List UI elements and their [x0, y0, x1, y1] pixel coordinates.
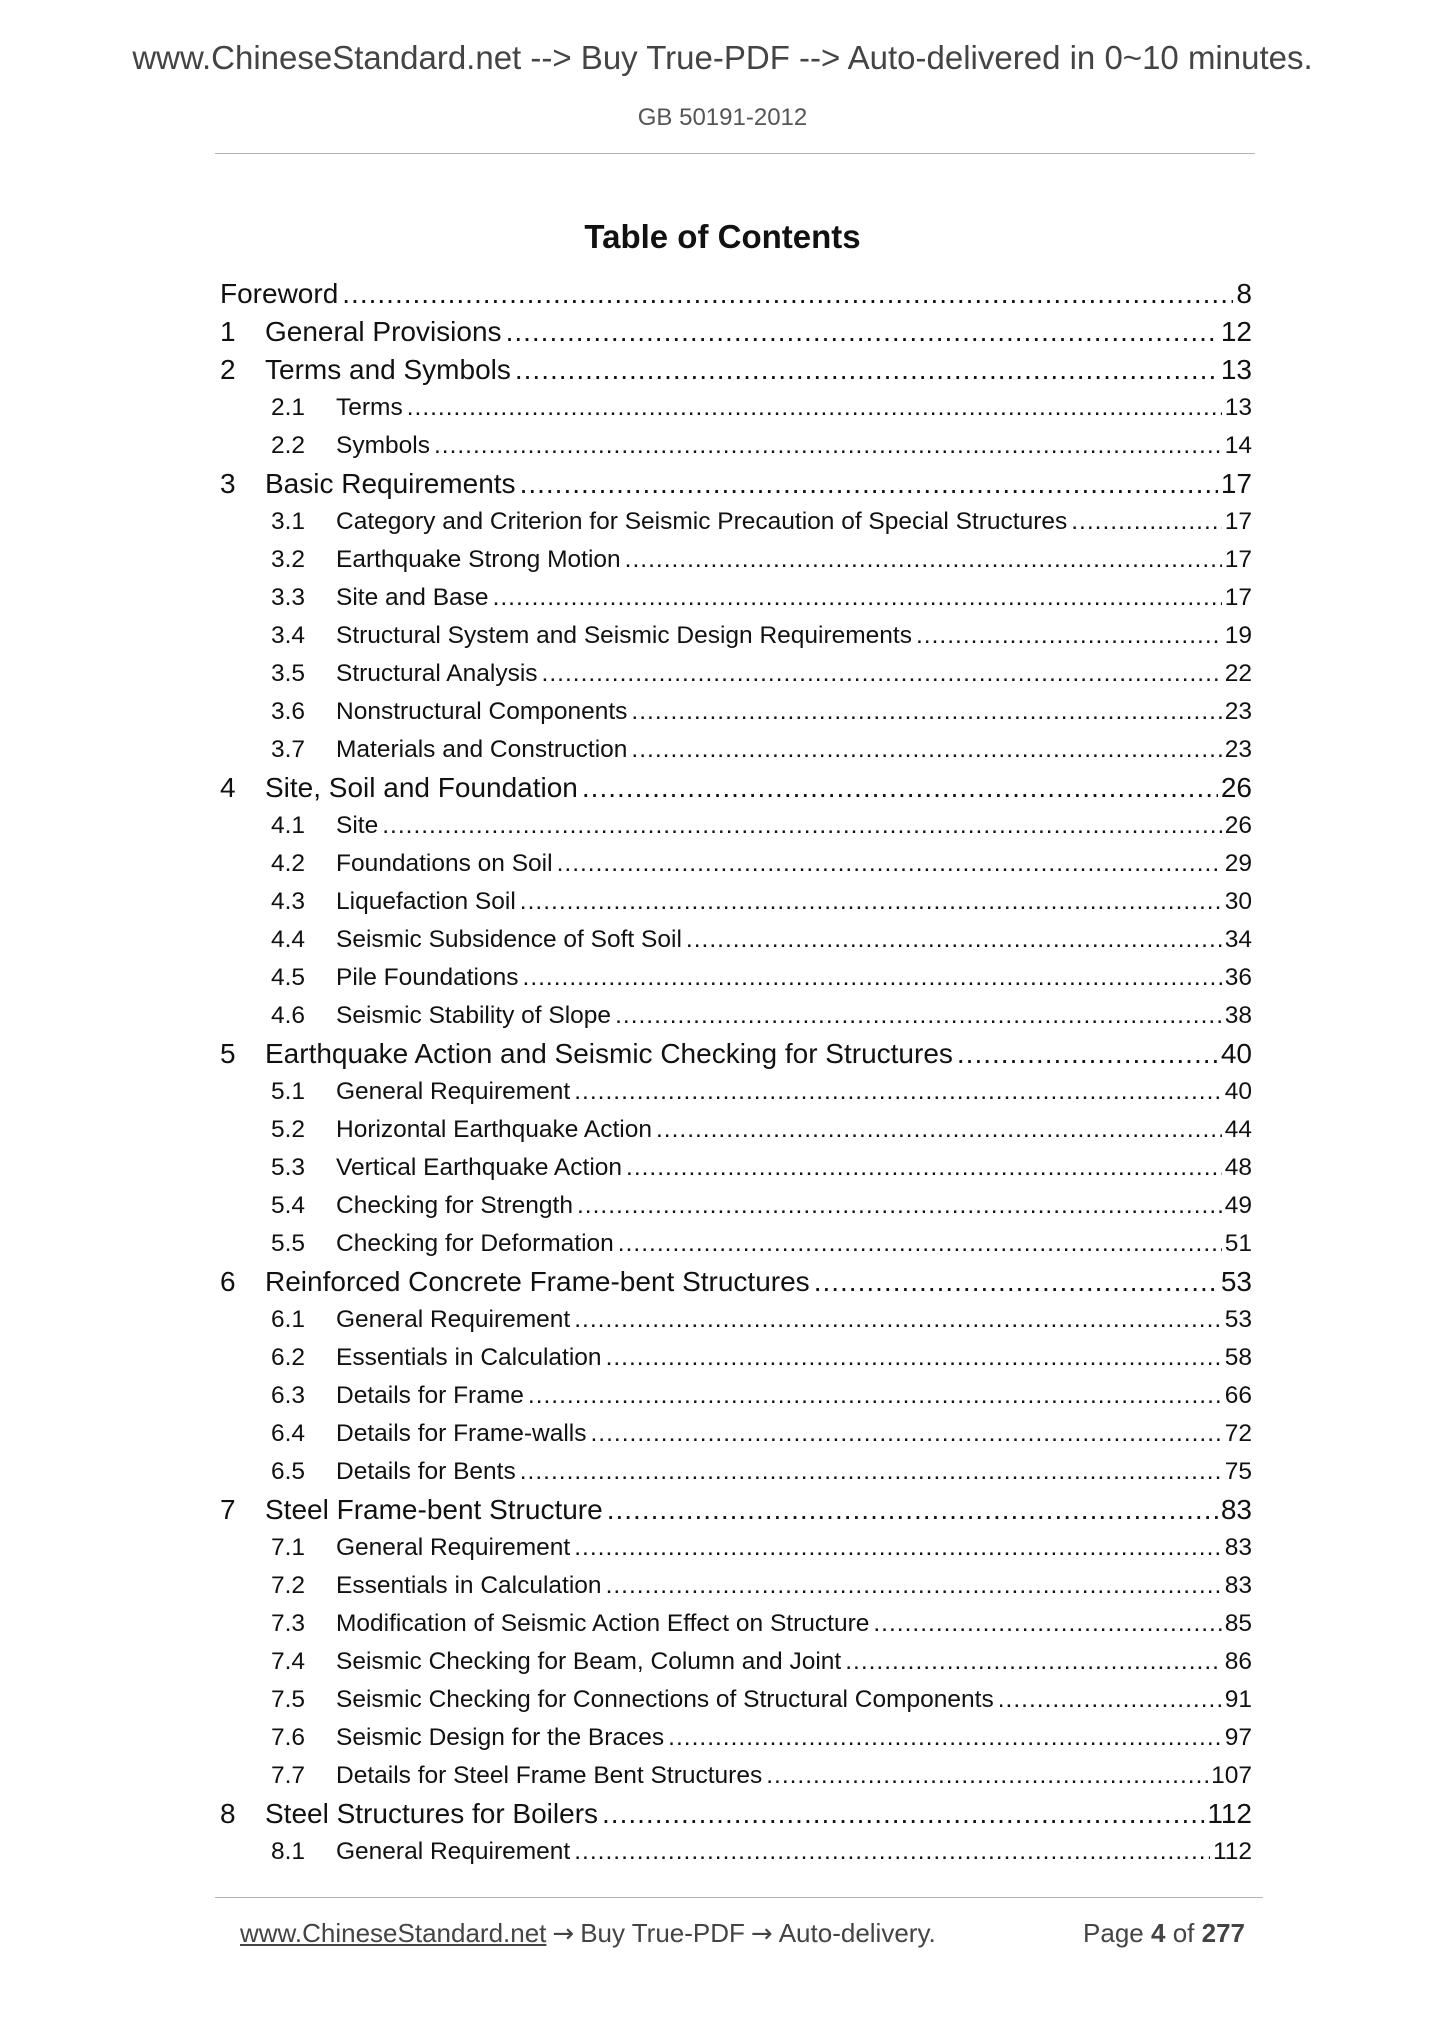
toc-entry-page: 48 — [1224, 1154, 1252, 1181]
toc-entry-number: 3.5 — [271, 660, 306, 687]
toc-entry-page: 75 — [1224, 1458, 1252, 1485]
toc-entry-number: 7.7 — [271, 1762, 306, 1789]
footer-buy-text: Buy True-PDF — [580, 1918, 745, 1948]
toc-entry-title: General Requirement — [336, 1078, 571, 1105]
toc-entry-title: Symbols — [336, 432, 430, 459]
toc-entry-number: 8.1 — [271, 1838, 306, 1865]
dot-leader — [606, 1567, 1222, 1605]
toc-chapter-entry[interactable] — [220, 275, 1252, 313]
toc-section-entry[interactable] — [220, 1301, 1252, 1339]
toc-chapter-entry[interactable] — [220, 1263, 1252, 1301]
toc-section-entry[interactable] — [220, 959, 1252, 997]
right-arrow-icon: → — [750, 1919, 773, 1949]
toc-entry-number: 5.3 — [271, 1154, 306, 1181]
toc-section-entry[interactable] — [220, 1187, 1252, 1225]
toc-entry-page: 85 — [1224, 1610, 1252, 1637]
dot-leader — [1071, 503, 1221, 541]
toc-section-entry[interactable] — [220, 883, 1252, 921]
toc-entry-title: Foundations on Soil — [336, 850, 553, 877]
toc-entry-page: 8 — [1236, 278, 1252, 309]
toc-entry-number: 4.1 — [271, 812, 306, 839]
dot-leader — [998, 1681, 1222, 1719]
dot-leader — [574, 1301, 1222, 1339]
toc-section-entry[interactable] — [220, 1149, 1252, 1187]
toc-entry-title: Category and Criterion for Seismic Precaution of Special Structures — [336, 508, 1068, 535]
toc-title: Table of Contents — [584, 218, 861, 255]
toc-entry-page: 19 — [1224, 622, 1252, 649]
toc-entry-title: Seismic Checking for Beam, Column and Joint — [336, 1648, 842, 1675]
toc-entry-page: 23 — [1224, 698, 1252, 725]
toc-entry-number: 3.3 — [271, 584, 306, 611]
toc-entry-number: 3 — [220, 468, 236, 499]
dot-leader — [582, 769, 1218, 807]
toc-entry-number: 6 — [220, 1266, 236, 1297]
toc-section-entry[interactable] — [220, 1643, 1252, 1681]
toc-entry-title: Earthquake Strong Motion — [336, 546, 621, 573]
toc-entry-number: 7.1 — [271, 1534, 306, 1561]
toc-section-entry[interactable] — [220, 731, 1252, 769]
toc-chapter-entry[interactable] — [220, 769, 1252, 807]
toc-entry-number: 4.6 — [271, 1002, 306, 1029]
toc-entry-page: 26 — [1220, 772, 1252, 803]
toc-entry-title: Structural Analysis — [336, 660, 538, 687]
toc-entry-number: 3.7 — [271, 736, 306, 763]
toc-entry-number: 6.1 — [271, 1306, 306, 1333]
dot-leader — [520, 883, 1222, 921]
toc-entry-page: 30 — [1224, 888, 1252, 915]
toc-entry-title: Terms and Symbols — [265, 354, 511, 385]
footer-site-link[interactable]: www.ChineseStandard.net — [240, 1918, 547, 1948]
toc-entry-title: Pile Foundations — [336, 964, 519, 991]
toc-entry-number: 5.5 — [271, 1230, 306, 1257]
download-banner[interactable]: www.ChineseStandard.net --> Buy True-PDF --> Auto-delivered in 0~10 minutes. — [132, 39, 1313, 76]
toc-section-entry[interactable] — [220, 1719, 1252, 1757]
toc-section-entry[interactable] — [220, 579, 1252, 617]
toc-entry-page: 72 — [1224, 1420, 1252, 1447]
toc-entry-number: 4 — [220, 772, 236, 803]
toc-section-entry[interactable] — [220, 921, 1252, 959]
page-word: Page — [1083, 1918, 1144, 1948]
toc-entry-number: 3.2 — [271, 546, 306, 573]
toc-section-entry[interactable] — [220, 427, 1252, 465]
toc-entry-title: Earthquake Action and Seismic Checking for Structures — [265, 1038, 953, 1069]
current-page-number: 4 — [1150, 1918, 1166, 1948]
toc-section-entry[interactable] — [220, 997, 1252, 1035]
toc-entry-number: 6.3 — [271, 1382, 306, 1409]
toc-entry-page: 34 — [1224, 926, 1252, 953]
toc-entry-title: Checking for Strength — [336, 1192, 573, 1219]
toc-entry-title: Steel Frame-bent Structure — [265, 1494, 603, 1525]
dot-leader — [382, 807, 1222, 845]
toc-entry-number: 6.5 — [271, 1458, 306, 1485]
page-counter — [1083, 1915, 1245, 1951]
toc-entry-number: 3.6 — [271, 698, 306, 725]
dot-leader — [515, 351, 1218, 389]
toc-entry-title: General Requirement — [336, 1306, 571, 1333]
toc-entry-page: 83 — [1224, 1572, 1252, 1599]
toc-entry-page: 17 — [1220, 468, 1252, 499]
toc-chapter-entry[interactable] — [220, 1795, 1252, 1833]
toc-entry-page: 97 — [1224, 1724, 1252, 1751]
footer-purchase-line — [240, 1915, 936, 1952]
dot-leader — [493, 579, 1222, 617]
toc-entry-title: Nonstructural Components — [336, 698, 628, 725]
dot-leader — [686, 921, 1222, 959]
toc-section-entry[interactable] — [220, 503, 1252, 541]
dot-leader — [434, 427, 1222, 465]
toc-entry-page: 66 — [1224, 1382, 1252, 1409]
dot-leader — [615, 997, 1222, 1035]
toc-entry-page: 12 — [1220, 316, 1252, 347]
toc-entry-title: Foreword — [220, 278, 339, 309]
toc-entry-number: 5.2 — [271, 1116, 306, 1143]
toc-section-entry[interactable] — [220, 1757, 1252, 1795]
dot-leader — [606, 1339, 1222, 1377]
toc-entry-title: Seismic Design for the Braces — [336, 1724, 665, 1751]
toc-section-entry[interactable] — [220, 693, 1252, 731]
toc-entry-page: 112 — [1212, 1838, 1252, 1865]
dot-leader — [520, 465, 1218, 503]
toc-entry-page: 14 — [1224, 432, 1252, 459]
dot-leader — [542, 655, 1222, 693]
toc-entry-number: 7.3 — [271, 1610, 306, 1637]
dot-leader — [631, 731, 1221, 769]
toc-entry-page: 91 — [1224, 1686, 1252, 1713]
toc-section-entry[interactable] — [220, 845, 1252, 883]
toc-entry-number: 2 — [220, 354, 236, 385]
total-page-count: 277 — [1201, 1918, 1245, 1948]
dot-leader — [631, 693, 1221, 731]
toc-chapter-entry[interactable] — [220, 313, 1252, 351]
toc-entry-page: 26 — [1224, 812, 1252, 839]
toc-section-entry[interactable] — [220, 1681, 1252, 1719]
toc-entry-title: Structural System and Seismic Design Requirements — [336, 622, 912, 649]
right-arrow-icon: → — [552, 1919, 575, 1949]
toc-entry-page: 107 — [1211, 1762, 1252, 1789]
toc-entry-title: Site — [336, 812, 379, 839]
dot-leader — [814, 1263, 1218, 1301]
toc-entry-number: 7.4 — [271, 1648, 306, 1675]
toc-entry-page: 53 — [1220, 1266, 1252, 1297]
toc-section-entry[interactable] — [220, 655, 1252, 693]
dot-leader — [528, 1377, 1222, 1415]
toc-entry-number: 6.4 — [271, 1420, 306, 1447]
toc-entry-title: Modification of Seismic Action Effect on Structure — [336, 1610, 870, 1637]
toc-section-entry[interactable] — [220, 541, 1252, 579]
dot-leader — [916, 617, 1222, 655]
toc-entry-page: 51 — [1224, 1230, 1252, 1257]
toc-entry-page: 58 — [1224, 1344, 1252, 1371]
dot-leader — [656, 1111, 1222, 1149]
toc-section-entry[interactable] — [220, 1833, 1252, 1871]
dot-leader — [668, 1719, 1222, 1757]
toc-section-entry[interactable] — [220, 1339, 1252, 1377]
dot-leader — [618, 1225, 1222, 1263]
toc-section-entry[interactable] — [220, 1567, 1252, 1605]
toc-entry-number: 7.5 — [271, 1686, 306, 1713]
page-footer — [240, 1915, 1245, 1951]
toc-entry-title: Steel Structures for Boilers — [265, 1798, 599, 1829]
dot-leader — [845, 1643, 1222, 1681]
toc-entry-number: 8 — [220, 1798, 236, 1829]
toc-entry-page: 38 — [1224, 1002, 1252, 1029]
dot-leader — [766, 1757, 1208, 1795]
toc-section-entry[interactable] — [220, 1529, 1252, 1567]
dot-leader — [602, 1795, 1204, 1833]
toc-entry-number: 7.2 — [271, 1572, 306, 1599]
toc-entry-title: Basic Requirements — [265, 468, 516, 499]
toc-entry-number: 4.5 — [271, 964, 306, 991]
toc-entry-title: Site and Base — [336, 584, 489, 611]
toc-entry-page: 13 — [1220, 354, 1252, 385]
toc-entry-page: 40 — [1224, 1078, 1252, 1105]
toc-entry-title: Terms — [336, 394, 403, 421]
toc-section-entry[interactable] — [220, 1225, 1252, 1263]
toc-entry-page: 40 — [1220, 1038, 1252, 1069]
toc-section-entry[interactable] — [220, 1453, 1252, 1491]
dot-leader — [873, 1605, 1221, 1643]
toc-entry-title: General Requirement — [336, 1534, 571, 1561]
of-word: of — [1172, 1918, 1195, 1948]
toc-entry-page: 112 — [1207, 1798, 1252, 1829]
toc-entry-page: 22 — [1224, 660, 1252, 687]
toc-entry-title: Reinforced Concrete Frame-bent Structures — [265, 1266, 810, 1297]
toc-section-entry[interactable] — [220, 617, 1252, 655]
dot-leader — [625, 541, 1222, 579]
dot-leader — [407, 389, 1222, 427]
toc-entry-number: 6.2 — [271, 1344, 306, 1371]
toc-entry-title: Horizontal Earthquake Action — [336, 1116, 652, 1143]
toc-section-entry[interactable] — [220, 1415, 1252, 1453]
toc-entry-title: General Requirement — [336, 1838, 571, 1865]
toc-entry-title: Vertical Earthquake Action — [336, 1154, 623, 1181]
toc-entry-title: Materials and Construction — [336, 736, 628, 763]
toc-section-entry[interactable] — [220, 1073, 1252, 1111]
toc-section-entry[interactable] — [220, 1605, 1252, 1643]
toc-entry-title: Details for Steel Frame Bent Structures — [336, 1762, 763, 1789]
toc-entry-page: 13 — [1224, 394, 1252, 421]
dot-leader — [523, 959, 1222, 997]
toc-entry-number: 2.1 — [271, 394, 306, 421]
toc-entry-title: Checking for Deformation — [336, 1230, 614, 1257]
toc-entry-number: 5.1 — [271, 1078, 306, 1105]
dot-leader — [957, 1035, 1218, 1073]
dot-leader — [626, 1149, 1222, 1187]
toc-entry-page: 17 — [1224, 508, 1252, 535]
toc-entry-page: 83 — [1220, 1494, 1252, 1525]
toc-entry-title: Details for Frame-walls — [336, 1420, 587, 1447]
dot-leader — [591, 1415, 1222, 1453]
header-divider — [215, 153, 1255, 154]
toc-entry-page: 17 — [1224, 546, 1252, 573]
toc-entry-title: Site, Soil and Foundation — [265, 772, 578, 803]
toc-entry-number: 5 — [220, 1038, 236, 1069]
toc-entry-title: Details for Frame — [336, 1382, 524, 1409]
toc-chapter-entry[interactable] — [220, 465, 1252, 503]
toc-chapter-entry[interactable] — [220, 1491, 1252, 1529]
toc-section-entry[interactable] — [220, 1377, 1252, 1415]
dot-leader — [342, 275, 1233, 313]
toc-entry-page: 86 — [1224, 1648, 1252, 1675]
footer-divider — [215, 1897, 1263, 1898]
toc-chapter-entry[interactable] — [220, 351, 1252, 389]
toc-entry-title: Details for Bents — [336, 1458, 516, 1485]
toc-entry-title: Essentials in Calculation — [336, 1344, 602, 1371]
dot-leader — [607, 1491, 1218, 1529]
toc-entry-number: 2.2 — [271, 432, 306, 459]
toc-entry-number: 4.3 — [271, 888, 306, 915]
toc-entry-title: General Provisions — [265, 316, 502, 347]
toc-entry-number: 4.2 — [271, 850, 306, 877]
toc-entry-page: 36 — [1224, 964, 1252, 991]
toc-entry-page: 53 — [1224, 1306, 1252, 1333]
toc-entry-number: 7 — [220, 1494, 236, 1525]
toc-entry-page: 83 — [1224, 1534, 1252, 1561]
dot-leader — [506, 313, 1218, 351]
toc-entry-number: 5.4 — [271, 1192, 306, 1219]
toc-entry-number: 3.1 — [271, 508, 306, 535]
toc-entry-page: 23 — [1224, 736, 1252, 763]
toc-chapter-entry[interactable] — [220, 1035, 1252, 1073]
dot-leader — [574, 1833, 1210, 1871]
toc-entry-title: Liquefaction Soil — [336, 888, 516, 915]
toc-entry-page: 29 — [1224, 850, 1252, 877]
dot-leader — [577, 1187, 1222, 1225]
toc-section-entry[interactable] — [220, 1111, 1252, 1149]
toc-entry-number: 1 — [220, 316, 236, 347]
toc-entry-number: 3.4 — [271, 622, 306, 649]
toc-entry-title: Seismic Checking for Connections of Structural Components — [336, 1686, 994, 1713]
dot-leader — [574, 1529, 1222, 1567]
footer-delivery-text: Auto-delivery. — [778, 1918, 936, 1948]
toc-entry-title: Seismic Stability of Slope — [336, 1002, 612, 1029]
toc-section-entry[interactable] — [220, 389, 1252, 427]
toc-entry-page: 49 — [1224, 1192, 1252, 1219]
toc-entry-title: Seismic Subsidence of Soft Soil — [336, 926, 682, 953]
toc-entry-number: 4.4 — [271, 926, 306, 953]
toc-entry-title: Essentials in Calculation — [336, 1572, 602, 1599]
document-id: GB 50191-2012 — [637, 104, 808, 131]
toc-entry-number: 7.6 — [271, 1724, 306, 1751]
toc-entry-page: 17 — [1224, 584, 1252, 611]
dot-leader — [557, 845, 1222, 883]
toc-section-entry[interactable] — [220, 807, 1252, 845]
dot-leader — [520, 1453, 1222, 1491]
table-of-contents — [220, 275, 1252, 1871]
dot-leader — [574, 1073, 1222, 1111]
toc-entry-page: 44 — [1224, 1116, 1252, 1143]
